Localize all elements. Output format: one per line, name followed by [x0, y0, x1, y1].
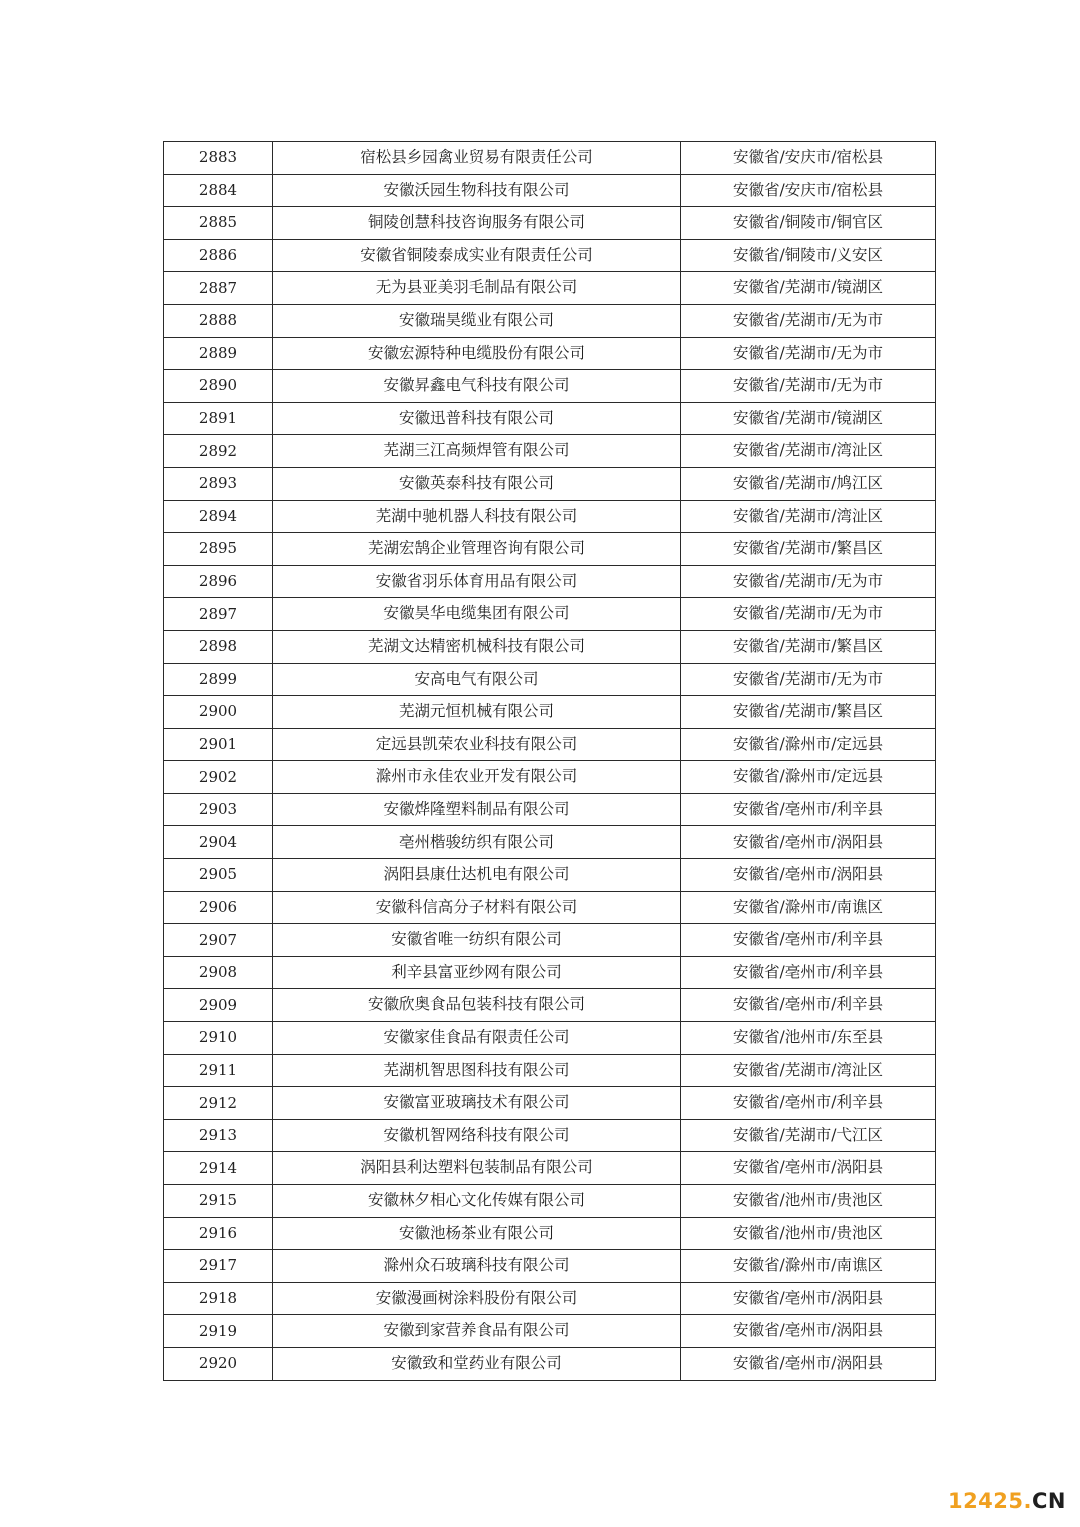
- company-name: 芜湖机智思图科技有限公司: [273, 1054, 681, 1087]
- company-name: 安徽省唯一纺织有限公司: [273, 924, 681, 957]
- table-row: [164, 826, 936, 859]
- row-number: 2902: [164, 761, 273, 794]
- company-list-table: [163, 141, 936, 1381]
- company-region: 安徽省/芜湖市/繁昌区: [681, 696, 936, 729]
- company-region: 安徽省/芜湖市/无为市: [681, 598, 936, 631]
- company-name: 安徽瑞昊缆业有限公司: [273, 304, 681, 337]
- company-name: 芜湖中驰机器人科技有限公司: [273, 500, 681, 533]
- table-row: [164, 663, 936, 696]
- company-name: 涡阳县利达塑料包装制品有限公司: [273, 1152, 681, 1185]
- row-number: 2897: [164, 598, 273, 631]
- company-region: 安徽省/芜湖市/湾沚区: [681, 500, 936, 533]
- row-number: 2885: [164, 207, 273, 240]
- company-region: 安徽省/亳州市/利辛县: [681, 989, 936, 1022]
- row-number: 2920: [164, 1347, 273, 1380]
- row-number: 2888: [164, 304, 273, 337]
- company-region: 安徽省/芜湖市/繁昌区: [681, 630, 936, 663]
- row-number: 2898: [164, 630, 273, 663]
- table-row: [164, 598, 936, 631]
- row-number: 2914: [164, 1152, 273, 1185]
- row-number: 2913: [164, 1119, 273, 1152]
- table-row: [164, 924, 936, 957]
- company-region: 安徽省/安庆市/宿松县: [681, 142, 936, 175]
- company-region: 安徽省/亳州市/涡阳县: [681, 1347, 936, 1380]
- company-name: 滁州众石玻璃科技有限公司: [273, 1250, 681, 1283]
- company-name: 安徽宏源特种电缆股份有限公司: [273, 337, 681, 370]
- company-name: 安徽省羽乐体育用品有限公司: [273, 565, 681, 598]
- company-name: 定远县凯荣农业科技有限公司: [273, 728, 681, 761]
- company-region: 安徽省/滁州市/定远县: [681, 761, 936, 794]
- table-row: [164, 402, 936, 435]
- table-row: [164, 859, 936, 892]
- company-region: 安徽省/滁州市/南谯区: [681, 891, 936, 924]
- company-region: 安徽省/亳州市/利辛县: [681, 793, 936, 826]
- table-row: [164, 1152, 936, 1185]
- company-name: 宿松县乡园禽业贸易有限责任公司: [273, 142, 681, 175]
- row-number: 2916: [164, 1217, 273, 1250]
- company-region: 安徽省/滁州市/定远县: [681, 728, 936, 761]
- company-name: 安徽欣奥食品包装科技有限公司: [273, 989, 681, 1022]
- company-region: 安徽省/池州市/贵池区: [681, 1217, 936, 1250]
- row-number: 2907: [164, 924, 273, 957]
- watermark-dot: .: [1023, 1489, 1032, 1513]
- company-name: 安高电气有限公司: [273, 663, 681, 696]
- company-name: 安徽机智网络科技有限公司: [273, 1119, 681, 1152]
- row-number: 2918: [164, 1282, 273, 1315]
- company-region: 安徽省/芜湖市/镜湖区: [681, 272, 936, 305]
- table-row: [164, 1315, 936, 1348]
- company-region: 安徽省/亳州市/涡阳县: [681, 1315, 936, 1348]
- row-number: 2883: [164, 142, 273, 175]
- company-name: 亳州楷骏纺织有限公司: [273, 826, 681, 859]
- table-row: [164, 565, 936, 598]
- row-number: 2890: [164, 370, 273, 403]
- table-row: [164, 630, 936, 663]
- company-name: 安徽致和堂药业有限公司: [273, 1347, 681, 1380]
- row-number: 2908: [164, 956, 273, 989]
- table-row: [164, 337, 936, 370]
- company-region: 安徽省/亳州市/涡阳县: [681, 859, 936, 892]
- company-name: 安徽迅普科技有限公司: [273, 402, 681, 435]
- company-region: 安徽省/池州市/贵池区: [681, 1185, 936, 1218]
- company-name: 安徽英泰科技有限公司: [273, 467, 681, 500]
- row-number: 2919: [164, 1315, 273, 1348]
- row-number: 2884: [164, 174, 273, 207]
- table-row: [164, 1347, 936, 1380]
- table-row: [164, 174, 936, 207]
- table-row: [164, 793, 936, 826]
- table-row: [164, 696, 936, 729]
- company-name: 安徽池杨茶业有限公司: [273, 1217, 681, 1250]
- table-row: [164, 728, 936, 761]
- company-name: 安徽科信高分子材料有限公司: [273, 891, 681, 924]
- company-region: 安徽省/安庆市/宿松县: [681, 174, 936, 207]
- table-row: [164, 500, 936, 533]
- row-number: 2896: [164, 565, 273, 598]
- row-number: 2915: [164, 1185, 273, 1218]
- watermark-number: 12425: [947, 1489, 1024, 1513]
- table-row: [164, 1054, 936, 1087]
- row-number: 2899: [164, 663, 273, 696]
- company-name: 安徽烨隆塑料制品有限公司: [273, 793, 681, 826]
- table-row: [164, 1119, 936, 1152]
- row-number: 2904: [164, 826, 273, 859]
- table-row: [164, 435, 936, 468]
- company-region: 安徽省/芜湖市/繁昌区: [681, 533, 936, 566]
- company-name: 芜湖三江高频焊管有限公司: [273, 435, 681, 468]
- table-row: [164, 989, 936, 1022]
- row-number: 2886: [164, 239, 273, 272]
- table-row: [164, 467, 936, 500]
- company-region: 安徽省/芜湖市/无为市: [681, 663, 936, 696]
- company-region: 安徽省/亳州市/涡阳县: [681, 1282, 936, 1315]
- row-number: 2894: [164, 500, 273, 533]
- company-name: 芜湖宏鹄企业管理咨询有限公司: [273, 533, 681, 566]
- company-name: 安徽家佳食品有限责任公司: [273, 1022, 681, 1055]
- company-name: 涡阳县康仕达机电有限公司: [273, 859, 681, 892]
- company-region: 安徽省/芜湖市/无为市: [681, 304, 936, 337]
- company-name: 滁州市永佳农业开发有限公司: [273, 761, 681, 794]
- company-name: 利辛县富亚纱网有限公司: [273, 956, 681, 989]
- row-number: 2892: [164, 435, 273, 468]
- company-region: 安徽省/芜湖市/弋江区: [681, 1119, 936, 1152]
- row-number: 2887: [164, 272, 273, 305]
- company-region: 安徽省/亳州市/利辛县: [681, 924, 936, 957]
- company-region: 安徽省/芜湖市/无为市: [681, 370, 936, 403]
- table-row: [164, 1022, 936, 1055]
- row-number: 2889: [164, 337, 273, 370]
- company-region: 安徽省/芜湖市/湾沚区: [681, 1054, 936, 1087]
- table-row: [164, 1087, 936, 1120]
- table-row: [164, 142, 936, 175]
- table-row: [164, 1185, 936, 1218]
- company-name: 安徽昇鑫电气科技有限公司: [273, 370, 681, 403]
- company-name: 安徽漫画树涂料股份有限公司: [273, 1282, 681, 1315]
- row-number: 2906: [164, 891, 273, 924]
- row-number: 2893: [164, 467, 273, 500]
- company-region: 安徽省/滁州市/南谯区: [681, 1250, 936, 1283]
- row-number: 2909: [164, 989, 273, 1022]
- company-region: 安徽省/池州市/东至县: [681, 1022, 936, 1055]
- table-row: [164, 533, 936, 566]
- table-row: [164, 1250, 936, 1283]
- table-row: [164, 207, 936, 240]
- company-region: 安徽省/芜湖市/无为市: [681, 565, 936, 598]
- company-region: 安徽省/亳州市/涡阳县: [681, 826, 936, 859]
- company-name: 安徽到家营养食品有限公司: [273, 1315, 681, 1348]
- row-number: 2917: [164, 1250, 273, 1283]
- table-row: [164, 304, 936, 337]
- company-name: 芜湖元恒机械有限公司: [273, 696, 681, 729]
- row-number: 2900: [164, 696, 273, 729]
- company-name: 芜湖文达精密机械科技有限公司: [273, 630, 681, 663]
- table-row: [164, 1217, 936, 1250]
- row-number: 2912: [164, 1087, 273, 1120]
- table-row: [164, 956, 936, 989]
- row-number: 2911: [164, 1054, 273, 1087]
- company-name: 安徽昊华电缆集团有限公司: [273, 598, 681, 631]
- row-number: 2903: [164, 793, 273, 826]
- row-number: 2901: [164, 728, 273, 761]
- company-region: 安徽省/芜湖市/镜湖区: [681, 402, 936, 435]
- company-name: 安徽富亚玻璃技术有限公司: [273, 1087, 681, 1120]
- table-row: [164, 891, 936, 924]
- watermark-suffix: CN: [1032, 1489, 1066, 1513]
- company-region: 安徽省/亳州市/涡阳县: [681, 1152, 936, 1185]
- company-name: 无为县亚美羽毛制品有限公司: [273, 272, 681, 305]
- site-watermark: [948, 1489, 1066, 1513]
- row-number: 2905: [164, 859, 273, 892]
- row-number: 2891: [164, 402, 273, 435]
- company-region: 安徽省/铜陵市/铜官区: [681, 207, 936, 240]
- company-name: 安徽沃园生物科技有限公司: [273, 174, 681, 207]
- company-region: 安徽省/亳州市/利辛县: [681, 956, 936, 989]
- table-row: [164, 1282, 936, 1315]
- table-row: [164, 239, 936, 272]
- company-region: 安徽省/芜湖市/无为市: [681, 337, 936, 370]
- company-name: 安徽省铜陵泰成实业有限责任公司: [273, 239, 681, 272]
- company-region: 安徽省/亳州市/利辛县: [681, 1087, 936, 1120]
- company-name: 安徽林夕相心文化传媒有限公司: [273, 1185, 681, 1218]
- company-region: 安徽省/芜湖市/鸠江区: [681, 467, 936, 500]
- company-region: 安徽省/芜湖市/湾沚区: [681, 435, 936, 468]
- company-name: 铜陵创慧科技咨询服务有限公司: [273, 207, 681, 240]
- company-region: 安徽省/铜陵市/义安区: [681, 239, 936, 272]
- row-number: 2895: [164, 533, 273, 566]
- table-body: [164, 142, 936, 1381]
- table-row: [164, 370, 936, 403]
- table-row: [164, 272, 936, 305]
- table-row: [164, 761, 936, 794]
- row-number: 2910: [164, 1022, 273, 1055]
